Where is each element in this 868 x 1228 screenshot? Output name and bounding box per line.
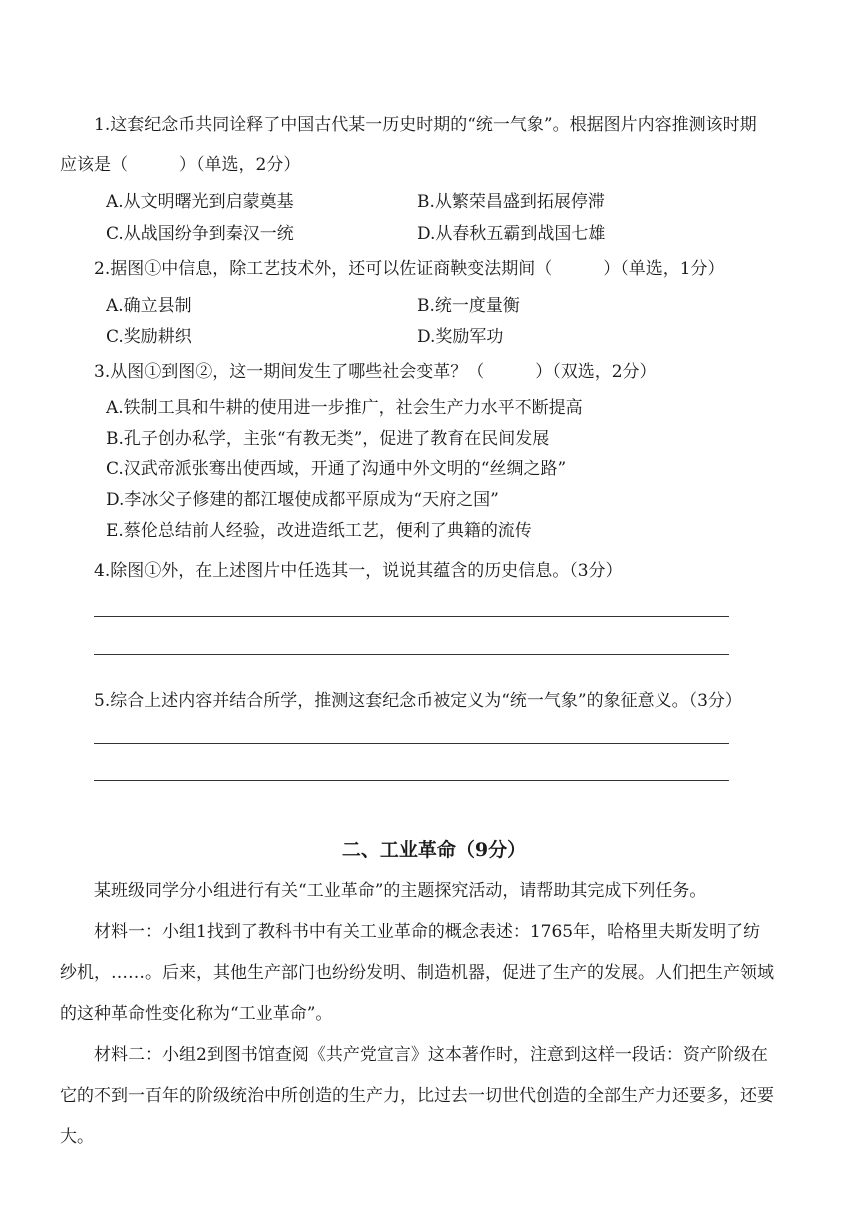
material-1-line3: 的这种革命性变化称为“工业革命”。 bbox=[60, 1004, 333, 1024]
q2-option-a: A.确立县制 bbox=[106, 296, 192, 316]
q2-option-c: C.奖励耕织 bbox=[106, 327, 192, 347]
q1-stem-line1: 1.这套纪念币共同诠释了中国古代某一历史时期的“统一气象”。根据图片内容推测该时期 bbox=[94, 115, 757, 135]
q1-stem-line2: 应该是（ ）（单选，2分） bbox=[60, 155, 301, 175]
q5-answer-line-2[interactable] bbox=[94, 780, 729, 781]
q3-option-e: E.蔡伦总结前人经验，改进造纸工艺，便利了典籍的流传 bbox=[106, 521, 532, 541]
q2-option-d: D.奖励军功 bbox=[417, 327, 504, 347]
q1-option-a: A.从文明曙光到启蒙奠基 bbox=[106, 192, 294, 212]
q3-stem: 3.从图①到图②，这一期间发生了哪些社会变革？（ ）（双选，2分） bbox=[94, 362, 657, 382]
q3-option-d: D.李冰父子修建的都江堰使成都平原成为“天府之国” bbox=[106, 490, 499, 510]
section-intro: 某班级同学分小组进行有关“工业革命”的主题探究活动，请帮助其完成下列任务。 bbox=[94, 881, 707, 901]
q2-stem: 2.据图①中信息，除工艺技术外，还可以佐证商鞅变法期间（ ）（单选，1分） bbox=[94, 259, 725, 279]
q4-answer-line-1[interactable] bbox=[94, 616, 729, 617]
material-1-line2: 纱机，……。后来，其他生产部门也纷纷发明、制造机器，促进了生产的发展。人们把生产领域 bbox=[60, 963, 774, 983]
q3-option-b: B.孔子创办私学，主张“有教无类”，促进了教育在民间发展 bbox=[106, 429, 550, 449]
material-2-line1: 材料二：小组2到图书馆查阅《共产党宣言》这本著作时，注意到这样一段话：资产阶级在 bbox=[94, 1045, 768, 1065]
section-title: 二、工业革命（9分） bbox=[341, 839, 527, 861]
q5-answer-line-1[interactable] bbox=[94, 743, 729, 744]
material-2-line3: 大。 bbox=[60, 1127, 94, 1147]
q5-stem: 5.综合上述内容并结合所学，推测这套纪念币被定义为“统一气象”的象征意义。（3分） bbox=[94, 691, 742, 711]
material-1-line1: 材料一：小组1找到了教科书中有关工业革命的概念表述：1765年，哈格里夫斯发明了纺 bbox=[94, 922, 761, 942]
q4-stem: 4.除图①外，在上述图片中任选其一，说说其蕴含的历史信息。（3分） bbox=[94, 561, 623, 581]
q4-answer-line-2[interactable] bbox=[94, 654, 729, 655]
q3-option-a: A.铁制工具和牛耕的使用进一步推广，社会生产力水平不断提高 bbox=[106, 398, 583, 418]
q3-option-c: C.汉武帝派张骞出使西域，开通了沟通中外文明的“丝绸之路” bbox=[106, 459, 567, 479]
q2-option-b: B.统一度量衡 bbox=[417, 296, 520, 316]
material-2-line2: 它的不到一百年的阶级统治中所创造的生产力，比过去一切世代创造的全部生产力还要多，还要 bbox=[60, 1086, 774, 1106]
q1-option-d: D.从春秋五霸到战国七雄 bbox=[417, 224, 606, 244]
q1-option-b: B.从繁荣昌盛到拓展停滞 bbox=[417, 192, 605, 212]
q1-option-c: C.从战国纷争到秦汉一统 bbox=[106, 224, 294, 244]
